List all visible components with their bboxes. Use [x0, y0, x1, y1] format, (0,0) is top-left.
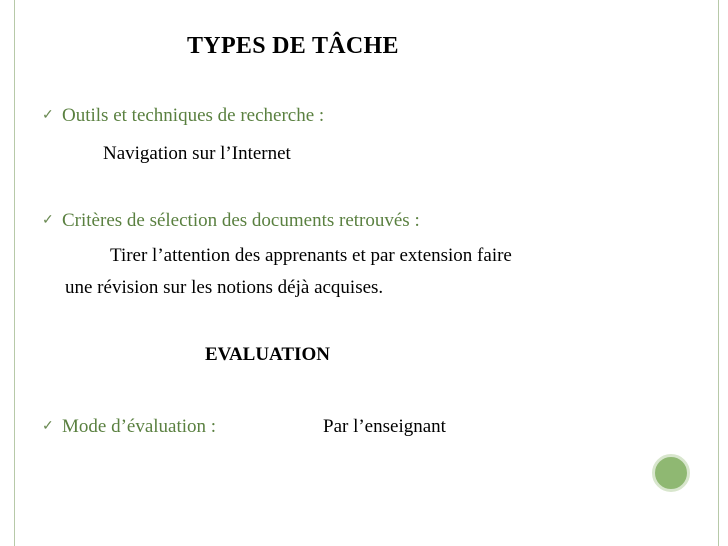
checkmark-icon: ✓: [42, 213, 54, 228]
checkmark-icon: ✓: [42, 108, 54, 123]
attention-text-line-1: Tirer l’attention des apprenants et par extension faire: [110, 245, 512, 266]
bullet-selection-criteria: [42, 210, 420, 232]
slide-title: TYPES DE TÂCHE: [187, 33, 399, 59]
evaluation-value: Par l’enseignant: [323, 416, 446, 437]
bullet-evaluation-mode: [42, 416, 216, 438]
attention-text-line-2: une révision sur les notions déjà acquises.: [65, 277, 384, 298]
decorative-circle: [652, 454, 690, 492]
bullet-label: Mode d’évaluation :: [62, 416, 217, 437]
left-frame-line: [14, 0, 15, 546]
navigation-text: Navigation sur l’Internet: [103, 143, 291, 164]
checkmark-icon: ✓: [42, 419, 54, 434]
right-frame-line: [718, 0, 719, 546]
bullet-label: Critères de sélection des documents retrouvés :: [62, 210, 420, 231]
bullet-tools-techniques: [42, 105, 324, 127]
bullet-label: Outils et techniques de recherche :: [62, 105, 325, 126]
evaluation-heading: EVALUATION: [205, 344, 330, 365]
